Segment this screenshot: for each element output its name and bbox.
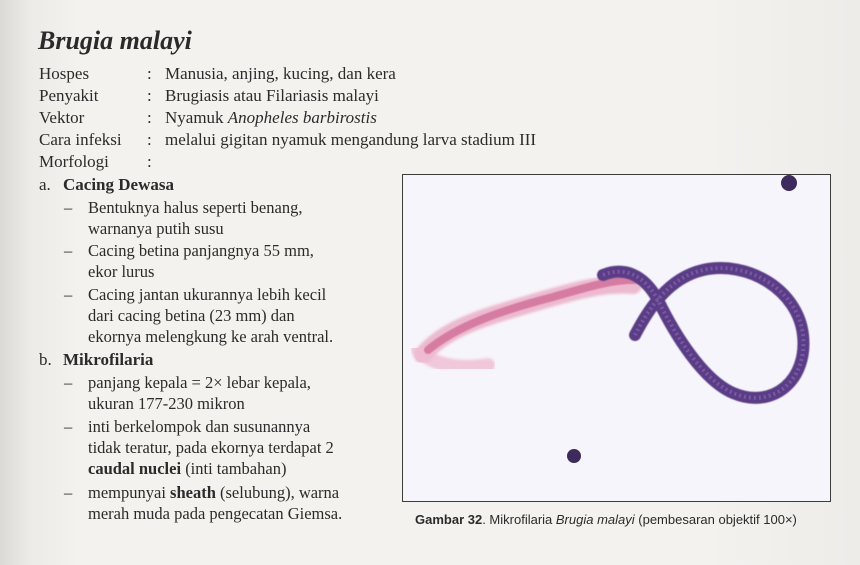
list-item bbox=[64, 372, 311, 414]
info-colon: : bbox=[147, 108, 152, 127]
item-text: merah muda pada pengecatan Giemsa. bbox=[88, 504, 343, 523]
item-text: tidak teratur, pada ekornya terdapat 2 bbox=[88, 438, 334, 457]
dash-bullet: – bbox=[64, 417, 73, 436]
caption-text: . Mikrofilaria bbox=[482, 512, 556, 527]
dash-bullet: – bbox=[64, 483, 73, 502]
item-text: ekor lurus bbox=[88, 262, 155, 281]
info-value: Manusia, anjing, kucing, dan kera bbox=[165, 64, 396, 83]
info-key: Cara infeksi bbox=[39, 130, 122, 149]
list-item bbox=[64, 240, 314, 282]
info-row-cara-infeksi bbox=[39, 129, 536, 151]
list-item bbox=[64, 197, 302, 239]
figure-caption bbox=[415, 512, 797, 527]
item-text: Bentuknya halus seperti benang, bbox=[88, 198, 303, 217]
info-key: Hospes bbox=[39, 64, 90, 83]
info-row-hospes bbox=[39, 63, 396, 85]
item-text: warnanya putih susu bbox=[88, 219, 224, 238]
info-colon: : bbox=[147, 130, 152, 149]
item-text: ukuran 177-230 mikron bbox=[88, 394, 245, 413]
micrograph-figure bbox=[402, 174, 831, 502]
cell-dot bbox=[567, 449, 581, 463]
item-text: mempunyai bbox=[88, 483, 171, 502]
page-title: Brugia malayi bbox=[38, 26, 192, 55]
caption-species: Brugia malayi bbox=[555, 512, 635, 527]
info-row-vektor bbox=[39, 107, 377, 129]
item-text: (selubung), warna bbox=[215, 483, 340, 502]
caption-label: Gambar 32 bbox=[415, 512, 483, 527]
item-text: dari cacing betina (23 mm) dan bbox=[88, 306, 295, 325]
item-text: inti berkelompok dan susunannya bbox=[88, 417, 311, 436]
section-title: Mikrofilaria bbox=[63, 350, 154, 369]
list-item bbox=[64, 416, 334, 479]
item-text: Cacing betina panjangnya 55 mm, bbox=[88, 241, 314, 260]
section-b-heading bbox=[39, 349, 153, 371]
info-value-species: Anopheles barbirostis bbox=[227, 108, 377, 127]
section-letter: a. bbox=[39, 175, 51, 194]
cell-dot bbox=[781, 175, 797, 191]
dash-bullet: – bbox=[64, 241, 73, 260]
list-item bbox=[64, 482, 342, 524]
item-text: Cacing jantan ukurannya lebih kecil bbox=[88, 285, 327, 304]
dash-bullet: – bbox=[64, 198, 73, 217]
section-a-heading bbox=[39, 174, 174, 196]
info-colon: : bbox=[147, 64, 152, 83]
caption-text: (pembesaran objektif 100×) bbox=[634, 512, 797, 527]
sheath-shape bbox=[423, 285, 633, 355]
section-title: Cacing Dewasa bbox=[63, 175, 174, 194]
item-text-mixed bbox=[64, 458, 334, 479]
bold-term: sheath bbox=[170, 483, 216, 502]
microfilaria-image bbox=[403, 175, 830, 501]
info-row-penyakit bbox=[39, 85, 379, 107]
dash-bullet: – bbox=[64, 373, 73, 392]
item-text: panjang kepala = 2× lebar kepala, bbox=[88, 373, 311, 392]
info-key: Vektor bbox=[39, 108, 85, 127]
info-key: Morfologi bbox=[39, 152, 109, 171]
item-text: ekornya melengkung ke arah ventral. bbox=[88, 327, 334, 346]
item-text: (inti tambahan) bbox=[181, 459, 287, 478]
info-row-morfologi bbox=[39, 151, 165, 173]
info-value: melalui gigitan nyamuk mengandung larva stadium III bbox=[165, 130, 537, 149]
dash-bullet: – bbox=[64, 285, 73, 304]
section-letter: b. bbox=[39, 350, 52, 369]
info-key: Penyakit bbox=[39, 86, 99, 105]
info-colon: : bbox=[147, 152, 152, 171]
info-value-prefix: Nyamuk bbox=[165, 108, 228, 127]
info-colon: : bbox=[147, 86, 152, 105]
info-value: Brugiasis atau Filariasis malayi bbox=[165, 86, 379, 105]
bold-term: caudal nuclei bbox=[88, 459, 182, 478]
list-item bbox=[64, 284, 333, 347]
